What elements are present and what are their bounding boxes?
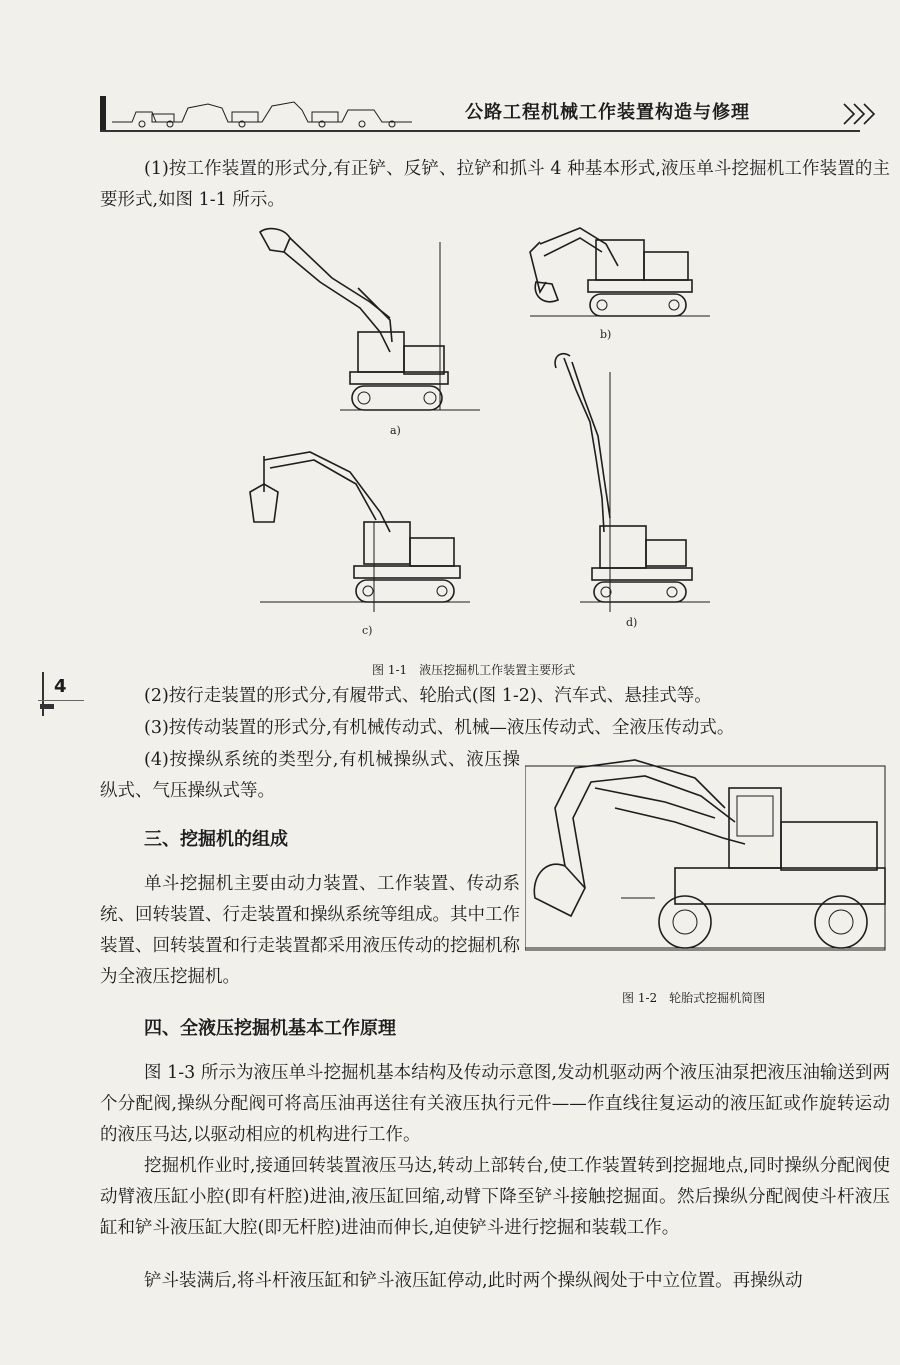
fig-label-a: a) bbox=[390, 424, 401, 437]
section-heading-3: 三、挖掘机的组成 bbox=[144, 829, 288, 850]
fig-label-b: b) bbox=[600, 328, 612, 341]
header-rule bbox=[100, 130, 860, 132]
excavator-c-icon bbox=[250, 452, 470, 612]
header-left-bar bbox=[100, 96, 106, 130]
paragraph-8: 铲斗装满后,将斗杆液压缸和铲斗液压缸停动,此时两个操纵阀处于中立位置。再操纵动 bbox=[144, 1271, 803, 1291]
paragraph-4: (4)按操纵系统的类型分,有机械操纵式、液压操纵式、气压操纵式等。 bbox=[100, 750, 520, 801]
paragraph-7: 挖掘机作业时,接通回转装置液压马达,转动上部转台,使工作装置转到挖掘地点,同时操纵分配阀使动臂液压缸小腔(即有杆腔)进油,液压缸回缩,动臂下降至铲斗接触挖掘面。然后操纵分配阀使斗杆液压缸和铲斗液压缸大腔(即无杆腔)进油而伸长,迫使铲斗进行挖掘和装载工作。 bbox=[100, 1156, 890, 1238]
excavator-b-icon bbox=[530, 228, 710, 316]
book-title: 公路工程机械工作装置构造与修理 bbox=[465, 102, 750, 123]
figure-1-2-caption: 图 1-2 轮胎式挖掘机简图 bbox=[622, 991, 766, 1005]
header-machinery-icon bbox=[112, 98, 412, 128]
fig-label-c: c) bbox=[362, 624, 373, 637]
fig-label-d: d) bbox=[626, 616, 638, 629]
section-heading-4: 四、全液压挖掘机基本工作原理 bbox=[144, 1018, 396, 1039]
figure-1-1-drawing bbox=[240, 222, 710, 642]
figure-1-1-caption: 图 1-1 液压挖掘机工作装置主要形式 bbox=[372, 663, 576, 677]
page-number-underline bbox=[38, 700, 84, 701]
chevron-right-icon bbox=[842, 102, 882, 126]
paragraph-2: (2)按行走装置的形式分,有履带式、轮胎式(图 1-2)、汽车式、悬挂式等。 bbox=[144, 686, 712, 706]
paragraph-6: 图 1-3 所示为液压单斗挖掘机基本结构及传动示意图,发动机驱动两个液压油泵把液压油输送到两个分配阀,操纵分配阀可将高压油再送往有关液压执行元件——作直线往复运动的液压缸或作旋转运动的液压马达,以驱动相应的机构进行工作。 bbox=[100, 1063, 890, 1145]
paragraph-3: (3)按传动装置的形式分,有机械传动式、机械—液压传动式、全液压传动式。 bbox=[144, 718, 735, 738]
figure-1-2-drawing bbox=[525, 748, 890, 963]
page-number-block bbox=[38, 672, 84, 716]
paragraph-1: (1)按工作装置的形式分,有正铲、反铲、拉铲和抓斗 4 种基本形式,液压单斗挖掘机工作装置的主要形式,如图 1-1 所示。 bbox=[100, 159, 890, 210]
excavator-d-icon bbox=[555, 354, 710, 612]
page-number-rule bbox=[42, 672, 44, 716]
running-header bbox=[100, 96, 882, 138]
paragraph-5: 单斗挖掘机主要由动力装置、工作装置、传动系统、回转装置、行走装置和操纵系统等组成。其中工作装置、回转装置和行走装置都采用液压传动的挖掘机称为全液压挖掘机。 bbox=[100, 874, 520, 987]
page-number: 4 bbox=[54, 676, 67, 697]
wheeled-excavator-icon bbox=[525, 760, 885, 950]
excavator-a-icon bbox=[260, 229, 480, 410]
page-number-marker bbox=[40, 704, 54, 709]
